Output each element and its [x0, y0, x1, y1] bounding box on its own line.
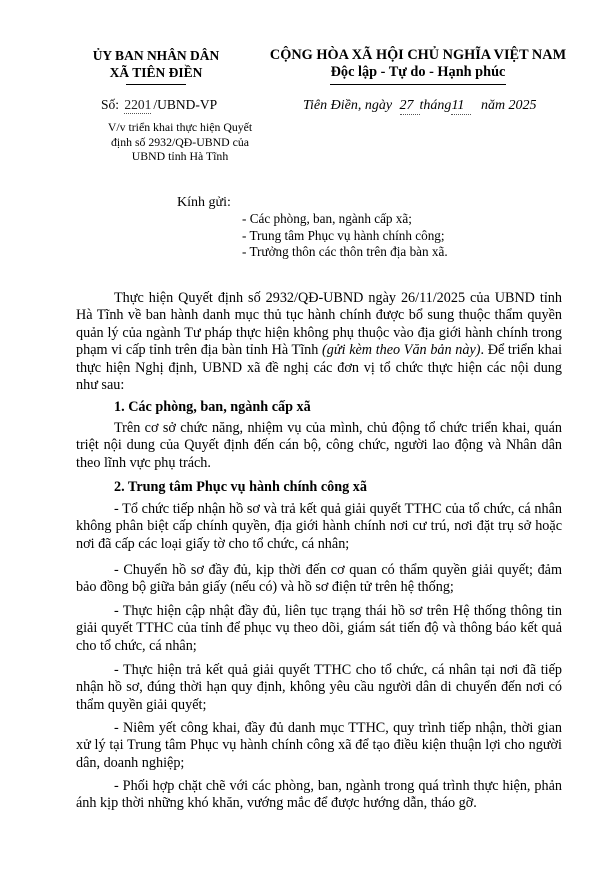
agency-underline — [126, 84, 186, 85]
recipients-list — [242, 211, 448, 261]
date-year: năm 2025 — [480, 98, 537, 113]
motto-underline — [330, 84, 506, 85]
date-month: 11 — [451, 97, 471, 115]
section2-item: - Phối hợp chặt chẽ với các phòng, ban, ngành trong quá trình thực hiện, phản ánh kịp thời những khó khăn, vướng mắc để được hướng dẫn, tháo gỡ. — [76, 778, 562, 812]
doc-number-suffix: /UBND-VP — [153, 97, 218, 112]
motto-line2: Độc lập - Tự do - Hạnh phúc — [330, 64, 506, 80]
intro-paragraph — [76, 290, 562, 394]
date-place: Tiên Điền, ngày — [303, 98, 393, 113]
recipient-item: - Các phòng, ban, ngành cấp xã; — [242, 211, 412, 226]
recipient-item: - Trung tâm Phục vụ hành chính công; — [242, 227, 445, 243]
section1-text: Trên cơ sở chức năng, nhiệm vụ của mình, chủ động tổ chức triển khai, quán triệt nội dung của Quyết định đến cán bộ, công chức, người lao động và Nhân dân theo lĩnh vực phụ trách. — [76, 420, 562, 471]
doc-number — [101, 96, 217, 114]
motto-line1: CỘNG HÒA XÃ HỘI CHỦ NGHĨA VIỆT NAM — [269, 47, 567, 63]
section2-item: - Niêm yết công khai, đầy đủ danh mục TTHC, quy trình tiếp nhận, thời gian xử lý tại Trung tâm Phục vụ hành chính công xã để tạo điều kiện thuận lợi cho người dân, doanh nghiệp; — [76, 720, 562, 771]
agency-line1: ỦY BAN NHÂN DÂN — [92, 48, 220, 63]
section2-item: - Tổ chức tiếp nhận hồ sơ và trả kết quả giải quyết TTHC của tổ chức, cá nhân không phân biệt cấp chính quyền, địa giới hành chính nơi cư trú, nơi đặt trụ sở hoặc nơi đã cấp các loại giấy tờ cho tổ chức, cá nhân; — [76, 501, 562, 552]
section2-title: 2. Trung tâm Phục vụ hành chính công xã — [114, 479, 367, 495]
date-line — [303, 97, 537, 115]
date-day: 27 — [400, 97, 420, 115]
recipient-item: - Trưởng thôn các thôn trên địa bàn xã. — [242, 244, 448, 259]
intro-note: (gửi kèm theo Văn bản này) — [322, 342, 481, 359]
doc-number-prefix: Số: — [101, 97, 120, 112]
date-month-word: tháng — [419, 98, 452, 113]
recipients-label: Kính gửi: — [177, 195, 231, 210]
subject-line2: định số 2932/QĐ-UBND của — [111, 134, 249, 149]
doc-number-value: 2201 — [124, 97, 152, 112]
national-motto — [268, 47, 568, 81]
agency-line2: XÃ TIÊN ĐIỀN — [109, 65, 203, 80]
intro-tail: . Để triển khai thực hiện Nghị định, UBND xã đề nghị các đơn vị tổ chức thực hiện các nội dung như sau: — [76, 342, 563, 394]
subject — [96, 120, 264, 164]
subject-line1: V/v triển khai thực hiện Quyết — [107, 120, 253, 134]
section2-item: - Thực hiện cập nhật đầy đủ, liên tục trạng thái hồ sơ trên Hệ thống thông tin giải quyết TTHC của tỉnh để phục vụ theo dõi, giám sát tiến độ và thông báo kết quả cho tổ chức, cá nhân; — [76, 603, 562, 654]
section2-item: - Chuyển hồ sơ đầy đủ, kịp thời đến cơ quan có thẩm quyền giải quyết; đảm bảo đồng bộ giữa bản giấy (nếu có) và hồ sơ điện tử trên hệ thống; — [76, 562, 562, 596]
section1-title: 1. Các phòng, ban, ngành cấp xã — [114, 399, 311, 415]
section2-item: - Thực hiện trả kết quả giải quyết TTHC cho tổ chức, cá nhân tại nơi đã tiếp nhận hồ sơ, đúng thời hạn quy định, không yêu cầu người dân di chuyển đến nơi có thẩm quyền giải quyết; — [76, 662, 562, 713]
intro-text: Thực hiện Quyết định số 2932/QĐ-UBND ngày 26/11/2025 của UBND tỉnh Hà Tĩnh về ban hành danh mục thủ tục hành chính được bổ sung thuộc thẩm quyền quản lý của ngành Tư pháp thực hiện không phụ thuộc vào địa giới hành chính trong phạm vi cấp tỉnh trên địa bàn tỉnh Hà Tĩnh — [76, 290, 562, 359]
subject-line3: UBND tỉnh Hà Tĩnh — [131, 149, 229, 163]
agency-name — [88, 47, 224, 81]
